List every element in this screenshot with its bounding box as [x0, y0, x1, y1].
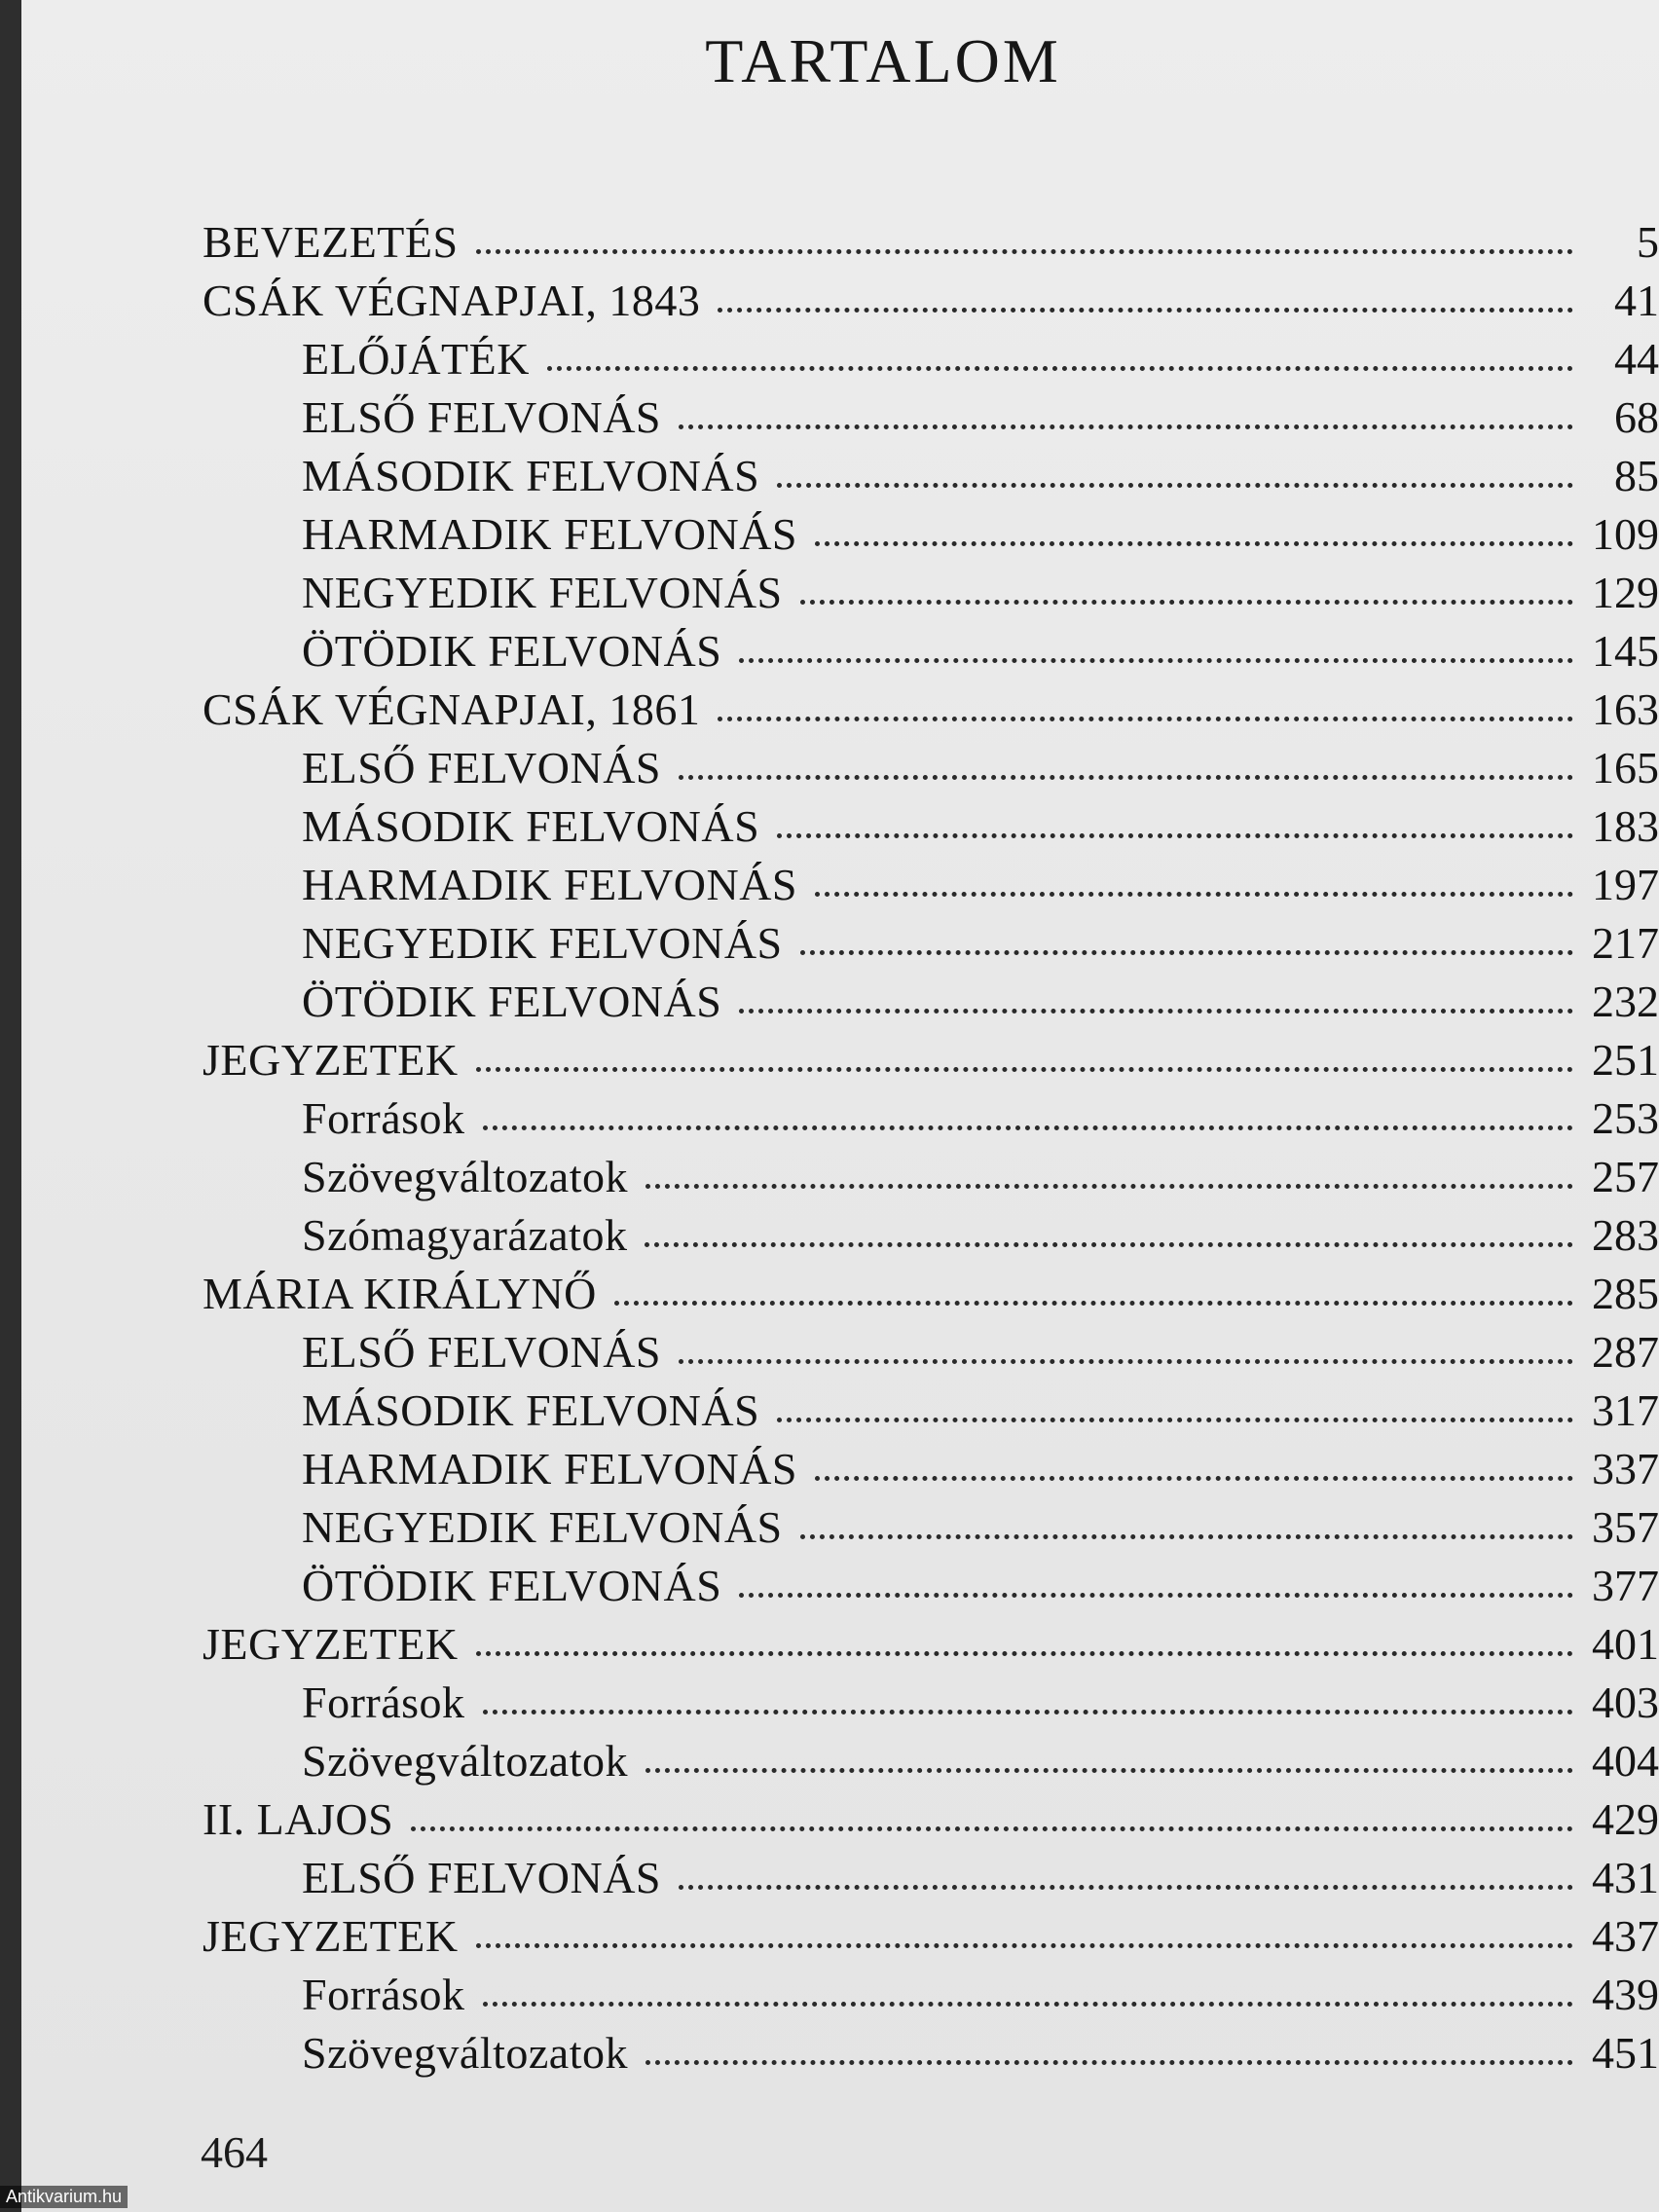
- toc-entry-page: 68: [1614, 392, 1659, 442]
- dot-leader: [476, 1067, 1573, 1072]
- dot-leader: [777, 1418, 1573, 1422]
- toc-entry-page: 253: [1592, 1093, 1659, 1143]
- toc-entry-page: 145: [1592, 626, 1659, 676]
- toc-entry-label: MÁSODIK FELVONÁS: [302, 1385, 760, 1435]
- dot-leader: [739, 658, 1573, 663]
- toc-entry-page: 429: [1592, 1794, 1659, 1844]
- toc-entry-label: Szómagyarázatok: [302, 1210, 628, 1260]
- toc-entry: [21, 1790, 1659, 1849]
- toc-entry-page: 85: [1614, 451, 1659, 500]
- toc-entry-label: HARMADIK FELVONÁS: [302, 1444, 798, 1493]
- dot-leader: [679, 1359, 1573, 1364]
- toc-entry: [21, 681, 1659, 739]
- toc-entry: [21, 797, 1659, 856]
- toc-entry-page: 251: [1592, 1035, 1659, 1085]
- dot-leader: [679, 424, 1573, 429]
- dot-leader: [645, 1242, 1573, 1247]
- toc-entry: [21, 856, 1659, 914]
- toc-entry-page: 317: [1592, 1385, 1659, 1435]
- toc-entry: [21, 1148, 1659, 1206]
- toc-entry: [21, 1732, 1659, 1790]
- toc-entry-label: ÖTÖDIK FELVONÁS: [302, 626, 722, 676]
- toc-entry-label: CSÁK VÉGNAPJAI, 1861: [203, 684, 701, 734]
- toc-entry: [21, 213, 1659, 272]
- toc-entry: [21, 1031, 1659, 1089]
- toc-entry-page: 5: [1637, 217, 1659, 267]
- toc-entry: [21, 2024, 1659, 2083]
- toc-entry: [21, 272, 1659, 330]
- toc-entry: [21, 914, 1659, 973]
- toc-entry-page: 283: [1592, 1210, 1659, 1260]
- dot-leader: [476, 1651, 1573, 1656]
- dot-leader: [815, 541, 1573, 546]
- toc-entry: [21, 973, 1659, 1031]
- dot-leader: [483, 1125, 1573, 1130]
- dot-leader: [476, 1943, 1573, 1948]
- dot-leader: [739, 1593, 1573, 1598]
- toc-entry-page: 41: [1614, 276, 1659, 325]
- toc-entry-label: Források: [302, 1093, 465, 1143]
- dot-leader: [739, 1009, 1573, 1014]
- toc-entry: [21, 1557, 1659, 1615]
- toc-entry-label: NEGYEDIK FELVONÁS: [302, 568, 783, 617]
- toc-entry-page: 439: [1592, 1970, 1659, 2019]
- toc-entry-label: ELSŐ FELVONÁS: [302, 392, 662, 442]
- toc-entry-page: 403: [1592, 1677, 1659, 1727]
- toc-entry: [21, 1849, 1659, 1907]
- dot-leader: [679, 1885, 1573, 1890]
- toc-entry-label: JEGYZETEK: [203, 1911, 459, 1961]
- dot-leader: [815, 892, 1573, 897]
- dot-leader: [679, 775, 1573, 780]
- dot-leader: [483, 1710, 1573, 1714]
- toc-entry-label: ELSŐ FELVONÁS: [302, 1853, 662, 1902]
- toc-entry: [21, 1206, 1659, 1265]
- toc-entry-page: 232: [1592, 977, 1659, 1026]
- toc-entry-page: 129: [1592, 568, 1659, 617]
- toc-entry: [21, 1323, 1659, 1382]
- toc-entry-page: 404: [1592, 1736, 1659, 1786]
- toc-entry-page: 377: [1592, 1561, 1659, 1610]
- toc-entry-page: 401: [1592, 1619, 1659, 1669]
- dot-leader: [645, 1768, 1573, 1773]
- table-of-contents: [21, 213, 1659, 2083]
- toc-entry-page: 357: [1592, 1502, 1659, 1552]
- toc-entry-label: ÖTÖDIK FELVONÁS: [302, 977, 722, 1026]
- watermark: Antikvarium.hu: [0, 2186, 128, 2208]
- toc-entry: [21, 564, 1659, 622]
- toc-entry-label: Szövegváltozatok: [302, 2028, 629, 2078]
- dot-leader: [411, 1826, 1573, 1831]
- toc-entry-label: Szövegváltozatok: [302, 1152, 629, 1201]
- page-title: TARTALOM: [705, 26, 1061, 95]
- dot-leader: [800, 1534, 1573, 1539]
- toc-entry: [21, 1089, 1659, 1148]
- dot-leader: [476, 249, 1573, 254]
- toc-entry-label: ELŐJÁTÉK: [302, 334, 530, 384]
- toc-entry-page: 257: [1592, 1152, 1659, 1201]
- toc-entry: [21, 1907, 1659, 1966]
- page-number: 464: [201, 2127, 268, 2177]
- dot-leader: [800, 950, 1573, 955]
- toc-entry-page: 163: [1592, 684, 1659, 734]
- toc-entry: [21, 1615, 1659, 1674]
- toc-entry: [21, 447, 1659, 505]
- toc-entry-label: BEVEZETÉS: [203, 217, 459, 267]
- toc-entry: [21, 739, 1659, 797]
- toc-entry-label: ELSŐ FELVONÁS: [302, 743, 662, 793]
- toc-entry-page: 217: [1592, 918, 1659, 968]
- toc-entry: [21, 1674, 1659, 1732]
- toc-entry-label: II. LAJOS: [203, 1794, 394, 1844]
- dot-leader: [718, 308, 1573, 313]
- toc-entry: [21, 1382, 1659, 1440]
- toc-entry-label: ELSŐ FELVONÁS: [302, 1327, 662, 1377]
- toc-entry-label: ÖTÖDIK FELVONÁS: [302, 1561, 722, 1610]
- toc-entry-label: CSÁK VÉGNAPJAI, 1843: [203, 276, 701, 325]
- dot-leader: [614, 1301, 1573, 1306]
- toc-entry-page: 451: [1592, 2028, 1659, 2078]
- toc-entry: [21, 1966, 1659, 2024]
- toc-entry-page: 337: [1592, 1444, 1659, 1493]
- toc-entry-label: HARMADIK FELVONÁS: [302, 860, 798, 909]
- toc-entry: [21, 1265, 1659, 1323]
- toc-entry-label: NEGYEDIK FELVONÁS: [302, 918, 783, 968]
- toc-entry-label: Források: [302, 1677, 465, 1727]
- toc-entry-label: JEGYZETEK: [203, 1619, 459, 1669]
- dot-leader: [547, 366, 1573, 371]
- dot-leader: [483, 2002, 1573, 2007]
- toc-entry-page: 197: [1592, 860, 1659, 909]
- book-page: [21, 0, 1659, 2212]
- dot-leader: [777, 483, 1573, 488]
- dot-leader: [645, 2060, 1573, 2065]
- toc-entry-label: Források: [302, 1970, 465, 2019]
- toc-entry-label: Szövegváltozatok: [302, 1736, 629, 1786]
- toc-entry-page: 109: [1592, 509, 1659, 559]
- toc-entry: [21, 622, 1659, 681]
- toc-entry-label: HARMADIK FELVONÁS: [302, 509, 798, 559]
- toc-entry-label: JEGYZETEK: [203, 1035, 459, 1085]
- toc-entry-page: 437: [1592, 1911, 1659, 1961]
- toc-entry: [21, 388, 1659, 447]
- toc-entry-page: 285: [1592, 1269, 1659, 1318]
- toc-entry-label: MÁRIA KIRÁLYNŐ: [203, 1269, 597, 1318]
- toc-entry-page: 44: [1614, 334, 1659, 384]
- toc-entry-page: 287: [1592, 1327, 1659, 1377]
- dot-leader: [800, 600, 1573, 605]
- toc-entry: [21, 1440, 1659, 1498]
- toc-entry: [21, 330, 1659, 388]
- toc-entry: [21, 505, 1659, 564]
- dot-leader: [645, 1184, 1573, 1189]
- dot-leader: [777, 833, 1573, 838]
- toc-entry-label: MÁSODIK FELVONÁS: [302, 451, 760, 500]
- dot-leader: [815, 1476, 1573, 1481]
- toc-entry-page: 183: [1592, 801, 1659, 851]
- toc-entry-label: MÁSODIK FELVONÁS: [302, 801, 760, 851]
- dot-leader: [718, 717, 1573, 721]
- toc-entry-page: 165: [1592, 743, 1659, 793]
- toc-entry: [21, 1498, 1659, 1557]
- toc-entry-label: NEGYEDIK FELVONÁS: [302, 1502, 783, 1552]
- toc-entry-page: 431: [1592, 1853, 1659, 1902]
